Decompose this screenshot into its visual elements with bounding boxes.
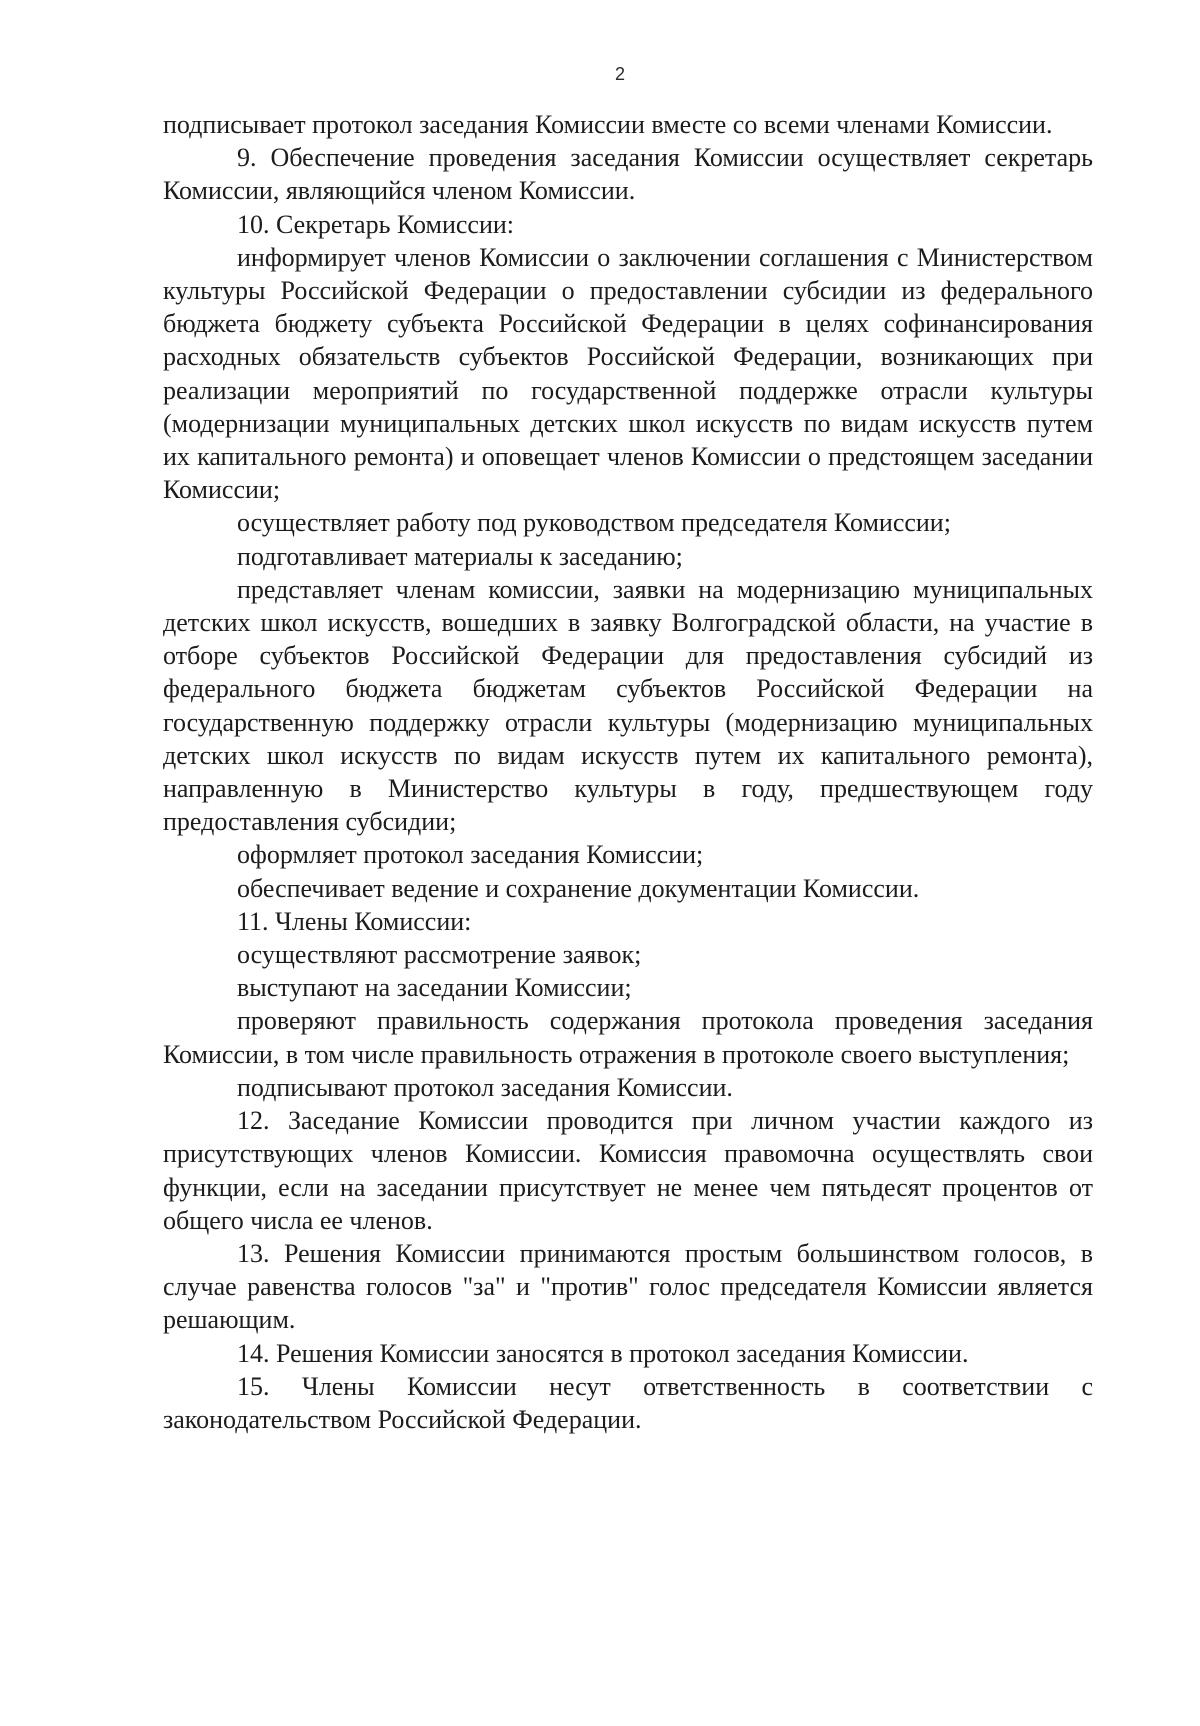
paragraph: подписывают протокол заседания Комиссии. [237,1072,733,1102]
paragraph: 12. Заседание Комиссии проводится при личном участии каждого из присутствующих членов Комиссии. Комиссия правомочна осуществлять свои функции, если на заседании присутствует не менее чем пятьдесят процентов от общего числа ее членов. [163,1106,1093,1235]
paragraph: представляет членам комиссии, заявки на модернизацию муниципальных детских школ искусств, вошедших в заявку Волгоградской области, на участие в отборе субъектов Российской Федерации для предоставления субсидий из федерального бюджета бюджетам субъектов Российской Федерации на государственную поддержку отрасли культуры (модернизацию муниципальных детских школ искусств по видам искусств путем их капитального ремонта), направленную в Министерство культуры в году, предшествующем году предоставления субсидии; [163,574,1093,837]
paragraph: подготавливает материалы к заседанию; [237,541,683,571]
paragraph: выступают на заседании Комиссии; [237,973,632,1003]
paragraph: 14. Решения Комиссии заносятся в протокол заседания Комиссии. [237,1338,969,1368]
document-body [163,108,1093,1436]
paragraph: 9. Обеспечение проведения заседания Комиссии осуществляет секретарь Комиссии, являющийся членом Комиссии. [163,143,1093,206]
paragraph: 11. Члены Комиссии: [237,906,472,936]
paragraph: осуществляет работу под руководством председателя Комиссии; [237,508,951,538]
paragraph: 10. Секретарь Комиссии: [237,209,514,239]
paragraph: проверяют правильность содержания протокола проведения заседания Комиссии, в том числе правильность отражения в протоколе своего выступления; [163,1006,1093,1069]
paragraph: 13. Решения Комиссии принимаются простым большинством голосов, в случае равенства голосов "за" и "против" голос председателя Комиссии является решающим. [163,1238,1093,1335]
paragraph: 15. Члены Комиссии несут ответственность в соответствии с законодательством Российской Федерации. [163,1371,1093,1434]
paragraph: подписывает протокол заседания Комиссии вместе со всеми членами Комиссии. [163,110,1053,139]
paragraph: обеспечивает ведение и сохранение документации Комиссии. [237,873,920,903]
page-number: 2 [614,64,625,84]
paragraph: осуществляют рассмотрение заявок; [237,940,642,970]
paragraph: оформляет протокол заседания Комиссии; [237,840,704,870]
paragraph: информирует членов Комиссии о заключении соглашения с Министерством культуры Российской Федерации о предоставлении субсидии из федерального бюджета бюджету субъекта Российской Федерации в целях софинансирования расходных обязательств субъектов Российской Федерации, возникающих при реализации мероприятий по государственной поддержке отрасли культуры (модернизации муниципальных детских школ искусств по видам искусств путем их капитального ремонта) и оповещает членов Комиссии о предстоящем заседании Комиссии; [163,242,1093,505]
